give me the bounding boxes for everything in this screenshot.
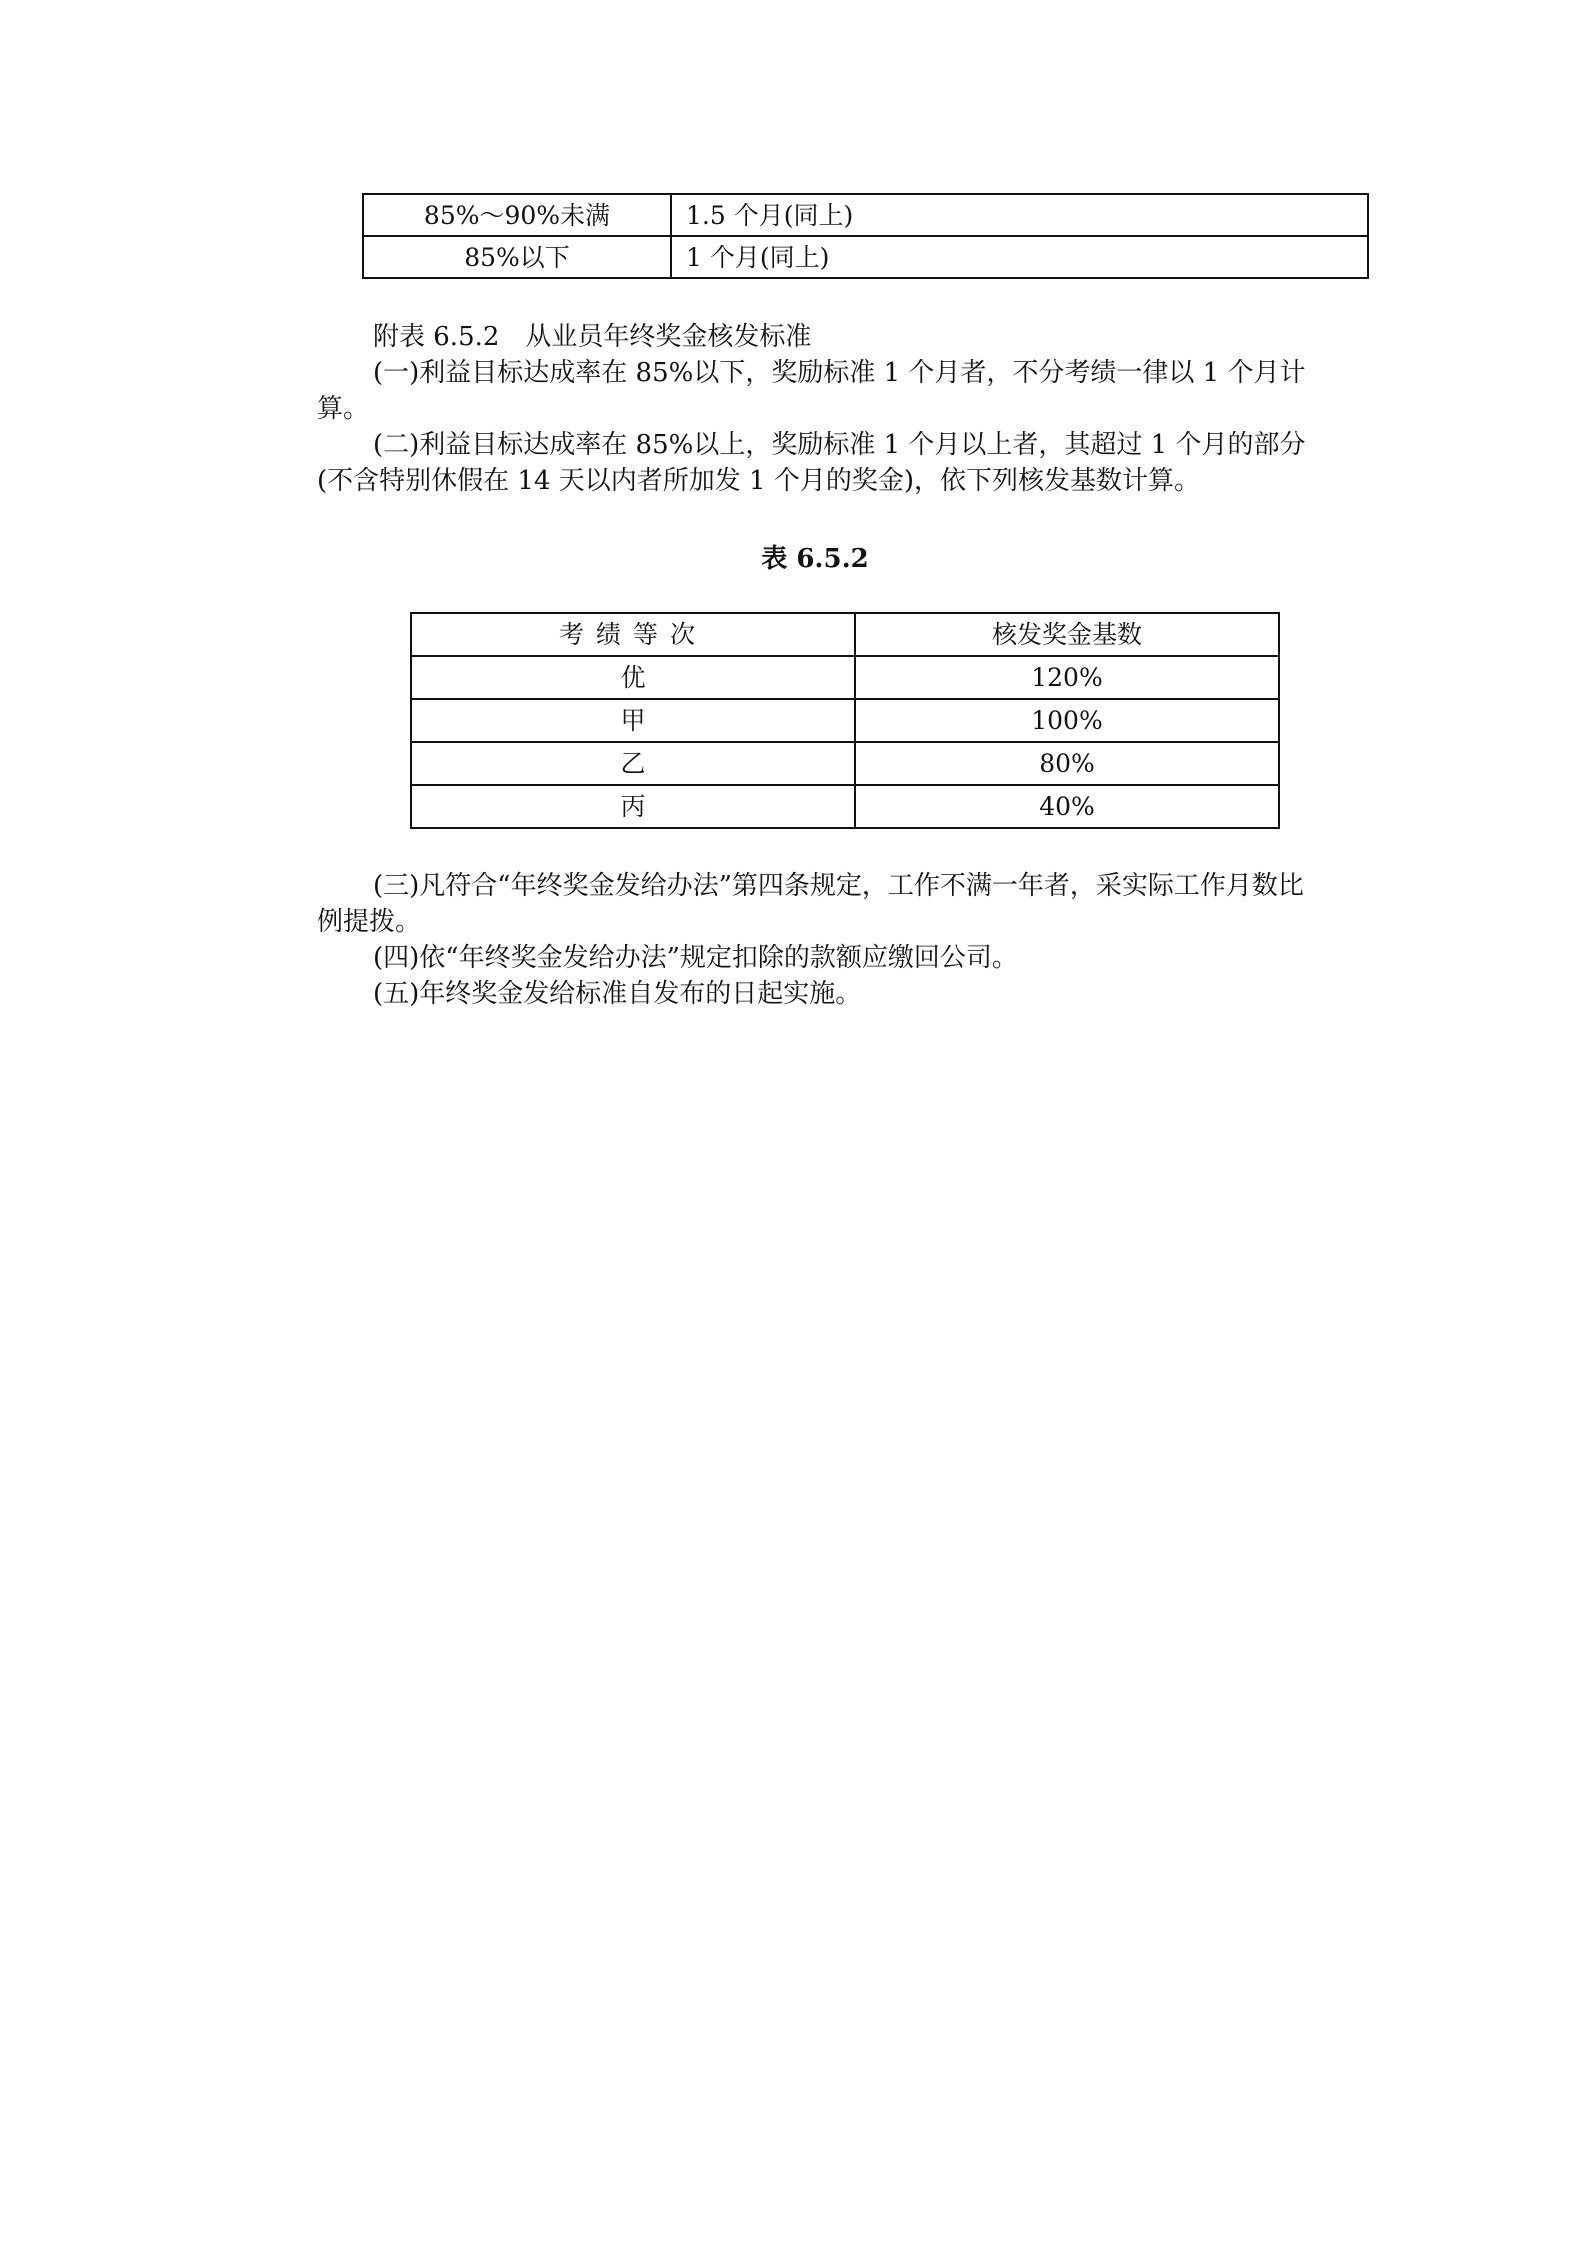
base-cell: 100%: [855, 699, 1279, 742]
table-header-row: [411, 613, 1279, 656]
amount-cell: 1.5 个月(同上): [671, 194, 1368, 236]
paragraph-3: (三)凡符合“年终奖金发给办法”第四条规定，工作不满一年者，采实际工作月数比例提拨。: [317, 871, 1304, 937]
column-header-base: 核发奖金基数: [855, 613, 1279, 656]
paragraph-4: (四)依“年终奖金发给办法”规定扣除的款额应缴回公司。: [373, 943, 1018, 973]
range-cell: 85%以下: [363, 236, 671, 278]
base-cell: 120%: [855, 656, 1279, 699]
table-row: [411, 656, 1279, 699]
range-cell: 85%～90%未满: [363, 194, 671, 236]
table-caption: 表 6.5.2: [761, 544, 869, 574]
table-row: [363, 236, 1368, 278]
paragraph-1: (一)利益目标达成率在 85%以下，奖励标准 1 个月者，不分考绩一律以 1 个月计算。: [317, 358, 1306, 424]
appendix-heading: 附表 6.5.2 从业员年终奖金核发标准: [373, 322, 812, 352]
bonus-base-table: [410, 612, 1280, 829]
table-row: [411, 785, 1279, 828]
column-header-grade: 考绩等次: [411, 613, 855, 656]
grade-cell: 乙: [411, 742, 855, 785]
paragraph-2: (二)利益目标达成率在 85%以上，奖励标准 1 个月以上者，其超过 1 个月的部分(不含特别休假在 14 天以内者所加发 1 个月的奖金)，依下列核发基数计算。: [317, 430, 1306, 496]
table-row: [363, 194, 1368, 236]
table-row: [411, 699, 1279, 742]
grade-cell: 甲: [411, 699, 855, 742]
grade-cell: 优: [411, 656, 855, 699]
amount-cell: 1 个月(同上): [671, 236, 1368, 278]
continuation-table: [362, 193, 1369, 279]
paragraph-5: (五)年终奖金发给标准自发布的日起实施。: [373, 979, 862, 1009]
table-row: [411, 742, 1279, 785]
grade-cell: 丙: [411, 785, 855, 828]
base-cell: 40%: [855, 785, 1279, 828]
base-cell: 80%: [855, 742, 1279, 785]
